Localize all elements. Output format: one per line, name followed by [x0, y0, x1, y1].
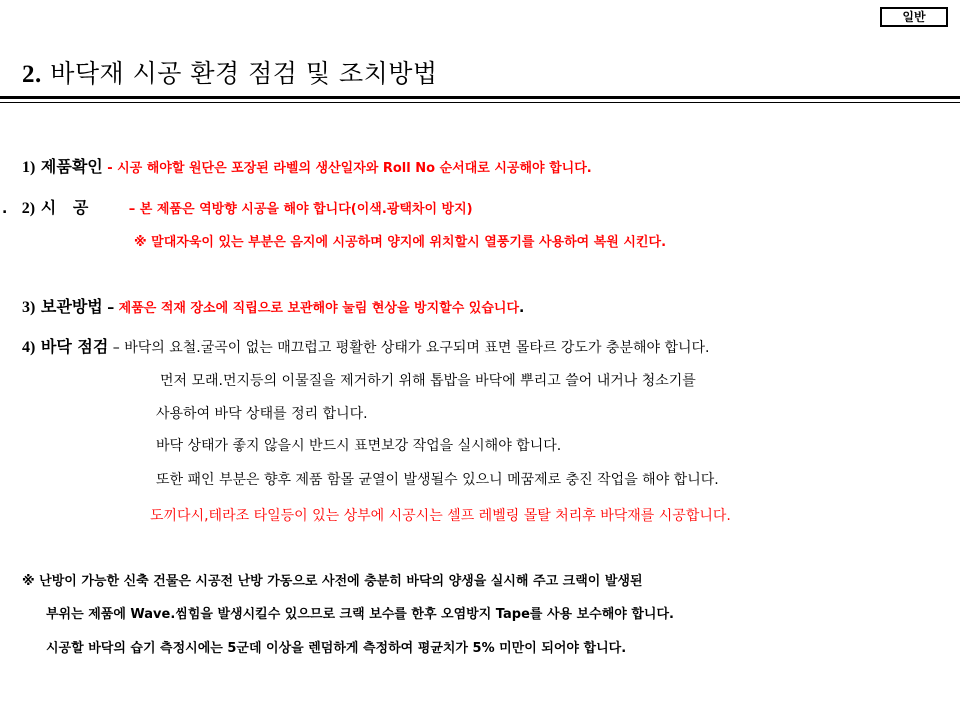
item-product-check: [22, 154, 592, 177]
floor-line-5: 또한 패인 부분은 향후 제품 함몰 균열이 발생될수 있으니 메꿈제로 충진 작업을 해야 합니다.: [156, 472, 719, 488]
item-description: – 바닥의 요철.굴곡이 없는 매끄럽고 평활한 상태가 요구되며 표면 몰타르 강도가 충분해야 합니다.: [112, 340, 710, 356]
item-description: – 본 제품은 역방향 시공을 해야 합니다(이색.광택차이 방지): [128, 202, 473, 217]
footnote-line-3: 시공할 바닥의 습기 측정시에는 5군데 이상을 렌덤하게 측정하여 평균치가 5% 미만이 되어야 합니다.: [46, 641, 627, 656]
floor-line-2: 먼저 모래.먼지등의 이물질을 제거하기 위해 톱밥을 바닥에 뿌리고 쓸어 내거나 청소기를: [160, 373, 696, 389]
classification-badge: 일반: [880, 7, 948, 27]
item-description: - 시공 해야할 원단은 포장된 라벨의 생산일자와 Roll No 순서대로 시공해야 합니다.: [107, 161, 592, 176]
title-rule-thin: [0, 102, 960, 103]
item-label: 3) 보관방법: [22, 297, 103, 316]
title-rule-thick: [0, 96, 960, 99]
title-number: 2.: [22, 61, 42, 88]
floor-line-3: 사용하여 바닥 상태를 정리 합니다.: [156, 406, 368, 422]
item-dash: –: [107, 300, 115, 316]
footnote-line-1: ※ 난방이 가능한 신축 건물은 시공전 난방 가동으로 사전에 충분히 바닥의 양생을 실시해 주고 크랙이 발생된: [22, 574, 643, 589]
floor-line-4: 바닥 상태가 좋지 않을시 반드시 표면보강 작업을 실시해야 합니다.: [156, 438, 562, 454]
item-description: 제품은 적재 장소에 직립으로 보관해야 눌림 현상을 방지할수 있습니다: [118, 301, 520, 316]
item-construction-note: ※ 말대자욱이 있는 부분은 음지에 시공하며 양지에 위치할시 열풍기를 사용하여 복원 시킨다.: [134, 235, 667, 250]
bullet-dot: .: [2, 201, 8, 217]
floor-line-6: 도끼다시,테라조 타일등이 있는 상부에 시공시는 셀프 레벨링 몰탈 처리후 바닥재를 시공합니다.: [150, 508, 731, 524]
item-label: 1) 제품확인: [22, 157, 103, 176]
item-label: 4) 바닥 점검: [22, 337, 109, 356]
item-label: 2) 시 공: [21, 198, 89, 217]
item-period: .: [519, 300, 525, 316]
item-construction: [2, 195, 473, 218]
item-floor-inspection: [22, 334, 710, 357]
item-storage: [22, 294, 524, 317]
title-text: 바닥재 시공 환경 점검 및 조치방법: [50, 59, 438, 88]
page-title: [22, 54, 438, 90]
footnote-line-2: 부위는 제품에 Wave.씸힘을 발생시킬수 있으므로 크랙 보수를 한후 오염방지 Tape를 사용 보수해야 합니다.: [46, 607, 674, 622]
